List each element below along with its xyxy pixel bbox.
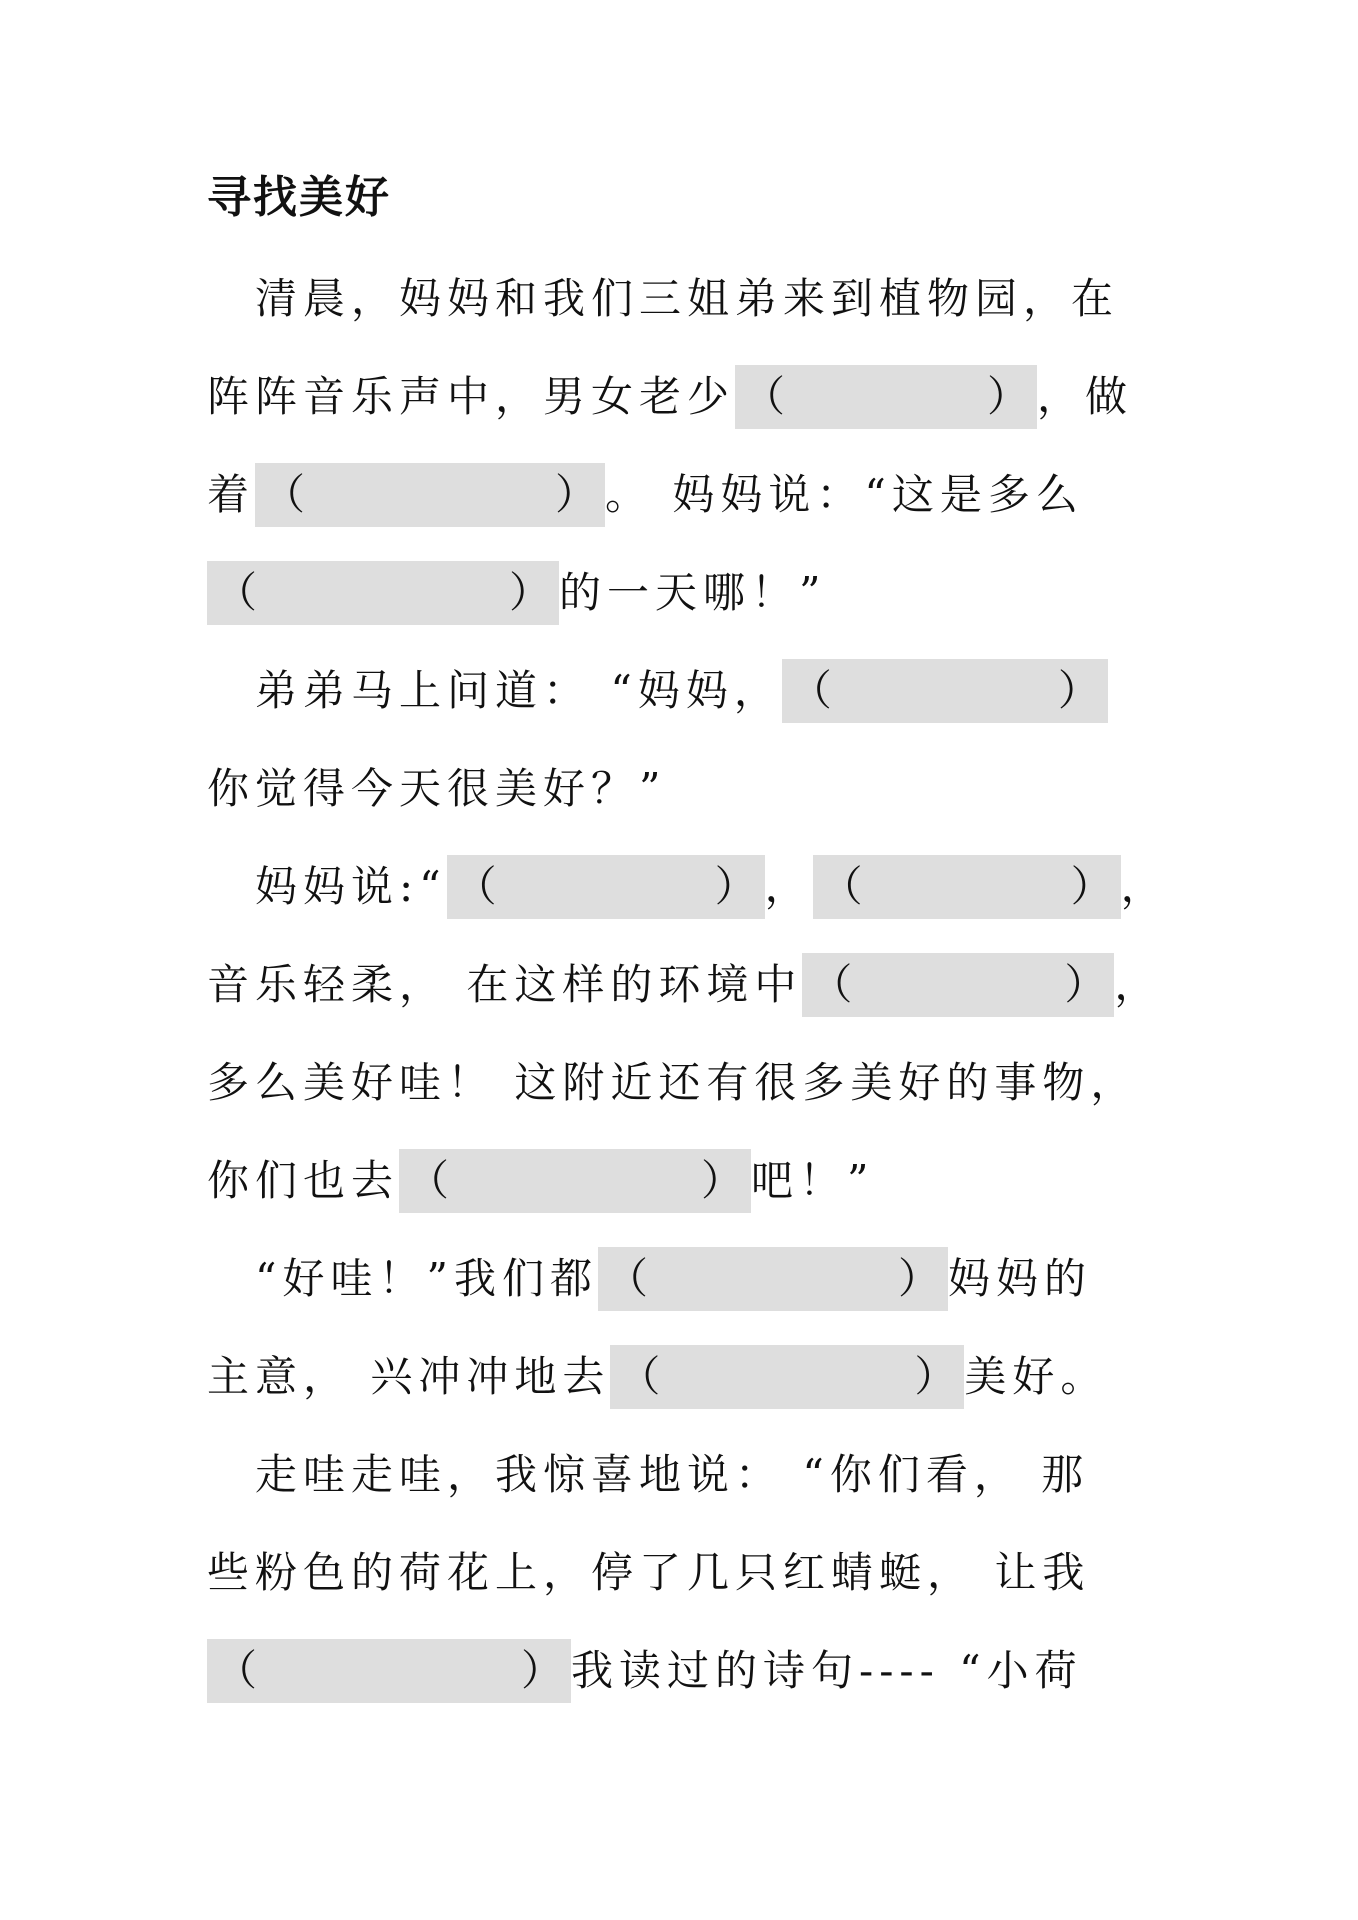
- line-text: ，: [1114, 960, 1163, 1009]
- left-paren: （: [618, 1352, 661, 1401]
- left-paren: （: [605, 1254, 648, 1303]
- text-line-8: [207, 950, 1167, 1014]
- text-line-15: [207, 1636, 1167, 1700]
- text-line-2: [207, 362, 1167, 426]
- left-paren: （: [810, 960, 853, 1009]
- line-text: 妈妈说:“: [207, 862, 447, 911]
- left-paren: （: [407, 1156, 450, 1205]
- right-paren: ）: [701, 1156, 744, 1205]
- right-paren: ）: [897, 1254, 940, 1303]
- left-paren: （: [215, 568, 258, 617]
- line-text: 弟弟马上问道： “妈妈，: [207, 666, 782, 715]
- text-line-5: [207, 656, 1167, 720]
- line-text: 走哇走哇，我惊喜地说： “你们看， 那: [207, 1450, 1090, 1499]
- line-text: 美好。: [964, 1352, 1109, 1401]
- line-text: 你们也去: [207, 1156, 400, 1205]
- fill-blank-1[interactable]: [735, 365, 1037, 429]
- right-paren: ）: [520, 1646, 563, 1695]
- right-paren: ）: [714, 862, 757, 911]
- fill-blank-4[interactable]: [782, 659, 1108, 723]
- line-text: 着: [207, 470, 256, 519]
- text-line-4: [207, 558, 1167, 622]
- fill-blank-8[interactable]: [399, 1149, 751, 1213]
- text-line-11: [207, 1244, 1167, 1308]
- text-line-10: [207, 1146, 1167, 1210]
- text-line-14: [207, 1538, 1167, 1602]
- right-paren: ）: [1057, 666, 1100, 715]
- right-paren: ）: [1064, 960, 1107, 1009]
- left-paren: （: [820, 862, 863, 911]
- fill-blank-7[interactable]: [802, 953, 1114, 1017]
- page-title: 寻找美好: [207, 172, 391, 223]
- left-paren: （: [743, 372, 786, 421]
- text-line-1: [207, 264, 1167, 328]
- line-text: 主意， 兴冲冲地去: [207, 1352, 611, 1401]
- right-paren: ）: [555, 470, 598, 519]
- line-text: ，: [1120, 862, 1169, 911]
- fill-blank-3[interactable]: [207, 561, 559, 625]
- right-paren: ）: [987, 372, 1030, 421]
- line-text: 多么美好哇！ 这附近还有很多美好的事物，: [207, 1058, 1139, 1107]
- fill-blank-9[interactable]: [598, 1247, 948, 1311]
- line-text: ，: [764, 862, 813, 911]
- line-text: 你觉得今天很美好？”: [207, 764, 667, 813]
- left-paren: （: [454, 862, 497, 911]
- fill-blank-10[interactable]: [610, 1345, 964, 1409]
- text-line-7: [207, 852, 1167, 916]
- right-paren: ）: [1070, 862, 1113, 911]
- line-text: 些粉色的荷花上，停了几只红蜻蜓， 让我: [207, 1548, 1091, 1597]
- line-text: 的一天哪！”: [559, 568, 827, 617]
- line-text: 音乐轻柔， 在这样的环境中: [207, 960, 803, 1009]
- text-line-12: [207, 1342, 1167, 1406]
- line-text: 清晨，妈妈和我们三姐弟来到植物园，在: [207, 274, 1120, 323]
- line-text: 妈妈的: [947, 1254, 1092, 1303]
- line-text: 。 妈妈说：“这是多么: [605, 470, 1084, 519]
- fill-blank-11[interactable]: [207, 1639, 571, 1703]
- line-text: “好哇！”我们都: [207, 1254, 598, 1303]
- right-paren: ）: [914, 1352, 957, 1401]
- text-line-9: [207, 1048, 1167, 1112]
- fill-blank-5[interactable]: [447, 855, 765, 919]
- line-text: ，做: [1037, 372, 1134, 421]
- left-paren: （: [263, 470, 306, 519]
- text-line-13: [207, 1440, 1167, 1504]
- fill-blank-6[interactable]: [813, 855, 1121, 919]
- line-text: 吧！”: [751, 1156, 875, 1205]
- text-line-3: [207, 460, 1167, 524]
- right-paren: ）: [508, 568, 551, 617]
- left-paren: （: [789, 666, 832, 715]
- text-line-6: [207, 754, 1167, 818]
- left-paren: （: [215, 1646, 258, 1695]
- fill-blank-2[interactable]: [255, 463, 605, 527]
- line-text: 阵阵音乐声中，男女老少: [207, 372, 736, 421]
- line-text: 我读过的诗句---- “小荷: [571, 1646, 1083, 1695]
